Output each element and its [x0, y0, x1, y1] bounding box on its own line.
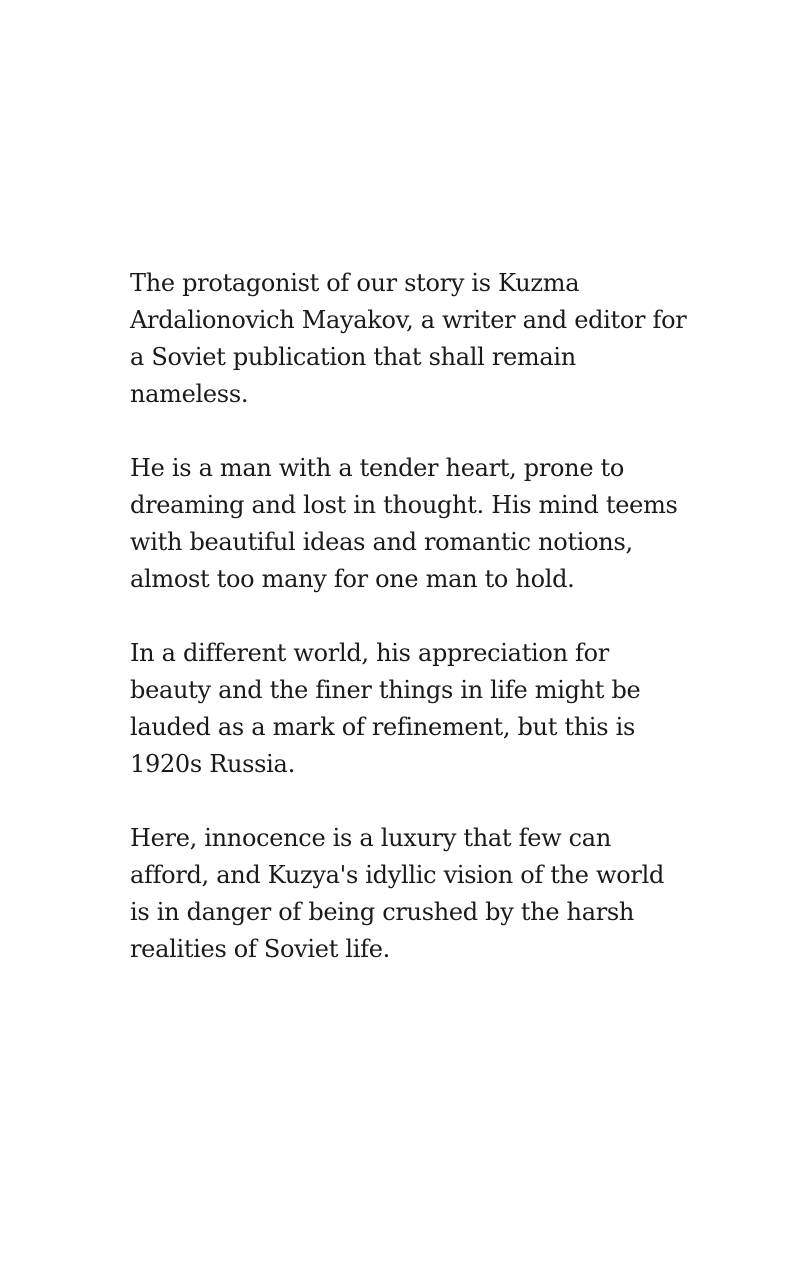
story-paragraph-3: In a different world, his appreciation for beauty and the finer things in life might be lauded as a mark of refinement, but this is 1920s Russia.: [130, 639, 641, 778]
story-paragraph-2: He is a man with a tender heart, prone to dreaming and lost in thought. His mind teems with beautiful ideas and romantic notions, almost too many for one man to hold.: [130, 454, 678, 593]
story-paragraph-1: The protagonist of our story is Kuzma Ardalionovich Mayakov, a writer and editor for a Soviet publication that shall remain nameless.: [130, 269, 687, 408]
story-paragraph-4: Here, innocence is a luxury that few can afford, and Kuzya's idyllic vision of the world is in danger of being crushed by the harsh realities of Soviet life.: [130, 824, 665, 963]
story-page: [130, 265, 690, 968]
